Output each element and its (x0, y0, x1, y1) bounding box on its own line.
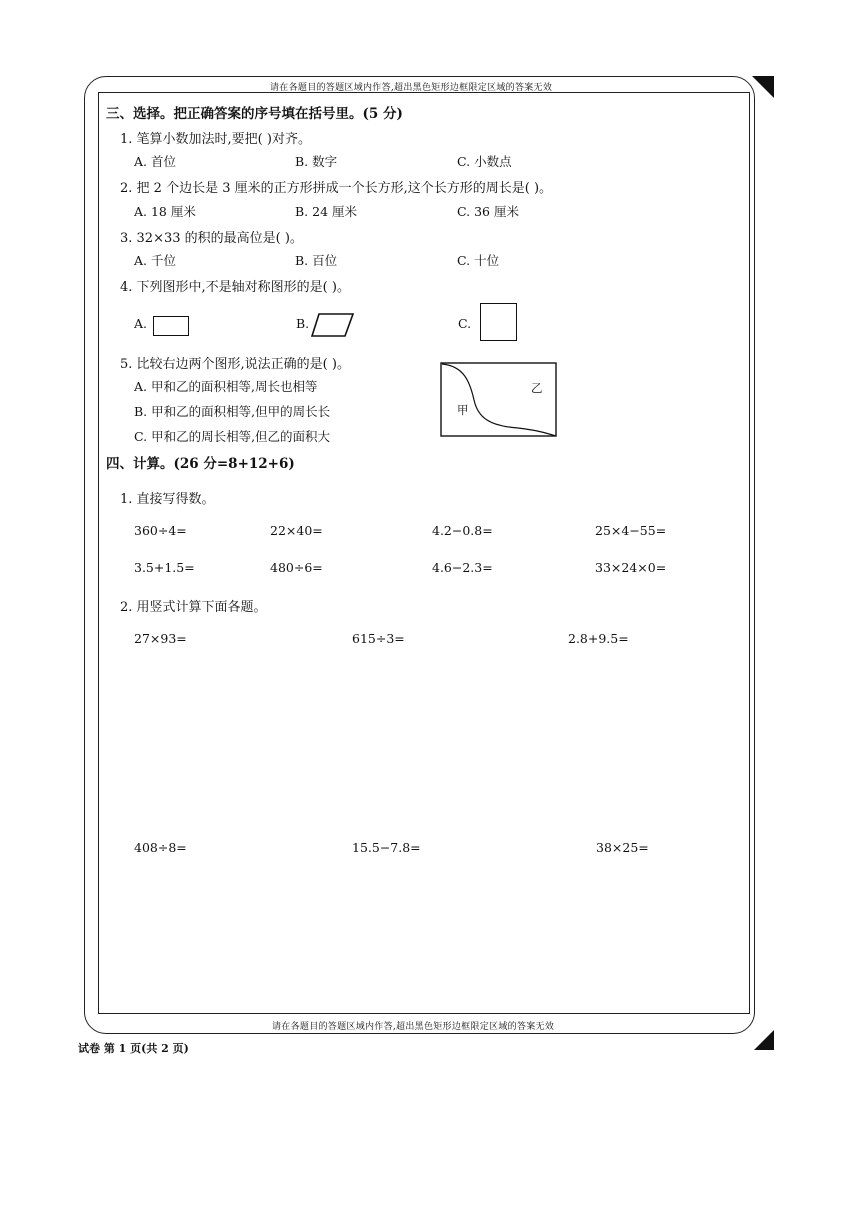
q5-option-c: C. 甲和乙的周长相等,但乙的面积大 (134, 429, 331, 444)
figure-label-jia: 甲 (457, 403, 469, 417)
q2-option-a: A. 18 厘米 (134, 204, 196, 219)
q3-option-c: C. 十位 (457, 253, 500, 268)
header-notice: 请在各题目的答题区域内作答,超出黑色矩形边框限定区域的答案无效 (270, 83, 553, 93)
direct-calc-2: 22×40= (270, 523, 323, 538)
section-3-title: 三、选择。把正确答案的序号填在括号里。(5 分) (106, 106, 403, 122)
vertical-calc-2: 615÷3= (352, 631, 405, 646)
q5-option-a: A. 甲和乙的面积相等,周长也相等 (134, 379, 318, 394)
parallelogram-shape-icon (311, 312, 355, 338)
direct-calc-3: 4.2−0.8= (432, 523, 493, 538)
question-1: 1. 笔算小数加法时,要把( )对齐。 (120, 132, 311, 147)
q3-option-a: A. 千位 (134, 253, 176, 268)
vertical-calc-5: 15.5−7.8= (352, 840, 421, 855)
corner-marker-top-right (752, 76, 774, 98)
question-2: 2. 把 2 个边长是 3 厘米的正方形拼成一个长方形,这个长方形的周长是( )。 (120, 181, 553, 196)
direct-calc-5: 3.5+1.5= (134, 560, 195, 575)
direct-calc-7: 4.6−2.3= (432, 560, 493, 575)
q4-option-c: C. (458, 316, 472, 331)
q1-option-b: B. 数字 (295, 154, 338, 169)
footer-notice: 请在各题目的答题区域内作答,超出黑色矩形边框限定区域的答案无效 (272, 1022, 555, 1032)
direct-calc-4: 25×4−55= (595, 523, 667, 538)
direct-calc-6: 480÷6= (270, 560, 323, 575)
direct-calc-8: 33×24×0= (595, 560, 667, 575)
q1-option-a: A. 首位 (134, 154, 176, 169)
question-3: 3. 32×33 的积的最高位是( )。 (120, 231, 303, 246)
q3-option-b: B. 百位 (295, 253, 338, 268)
q4-option-a: A. (134, 316, 148, 331)
vertical-calc-1: 27×93= (134, 631, 187, 646)
square-shape-icon (480, 303, 517, 341)
comparison-figure (440, 362, 558, 438)
vertical-calc-4: 408÷8= (134, 840, 187, 855)
q2-option-b: B. 24 厘米 (295, 204, 358, 219)
vertical-calc-3: 2.8+9.5= (568, 631, 629, 646)
page-footer: 试卷 第 1 页(共 2 页) (78, 1042, 189, 1055)
section-4-title: 四、计算。(26 分=8+12+6) (106, 456, 295, 472)
vertical-calc-6: 38×25= (596, 840, 649, 855)
subsection-vertical-title: 2. 用竖式计算下面各题。 (120, 600, 267, 615)
question-5: 5. 比较右边两个图形,说法正确的是( )。 (120, 357, 350, 372)
figure-label-yi: 乙 (531, 381, 543, 395)
q1-option-c: C. 小数点 (457, 154, 512, 169)
q2-option-c: C. 36 厘米 (457, 204, 519, 219)
rectangle-shape-icon (153, 316, 189, 336)
direct-calc-1: 360÷4= (134, 523, 187, 538)
q4-option-b: B. (296, 316, 310, 331)
corner-marker-bottom-right (754, 1030, 774, 1050)
question-4: 4. 下列图形中,不是轴对称图形的是( )。 (120, 280, 350, 295)
q5-option-b: B. 甲和乙的面积相等,但甲的周长长 (134, 404, 331, 419)
subsection-direct-title: 1. 直接写得数。 (120, 492, 215, 507)
